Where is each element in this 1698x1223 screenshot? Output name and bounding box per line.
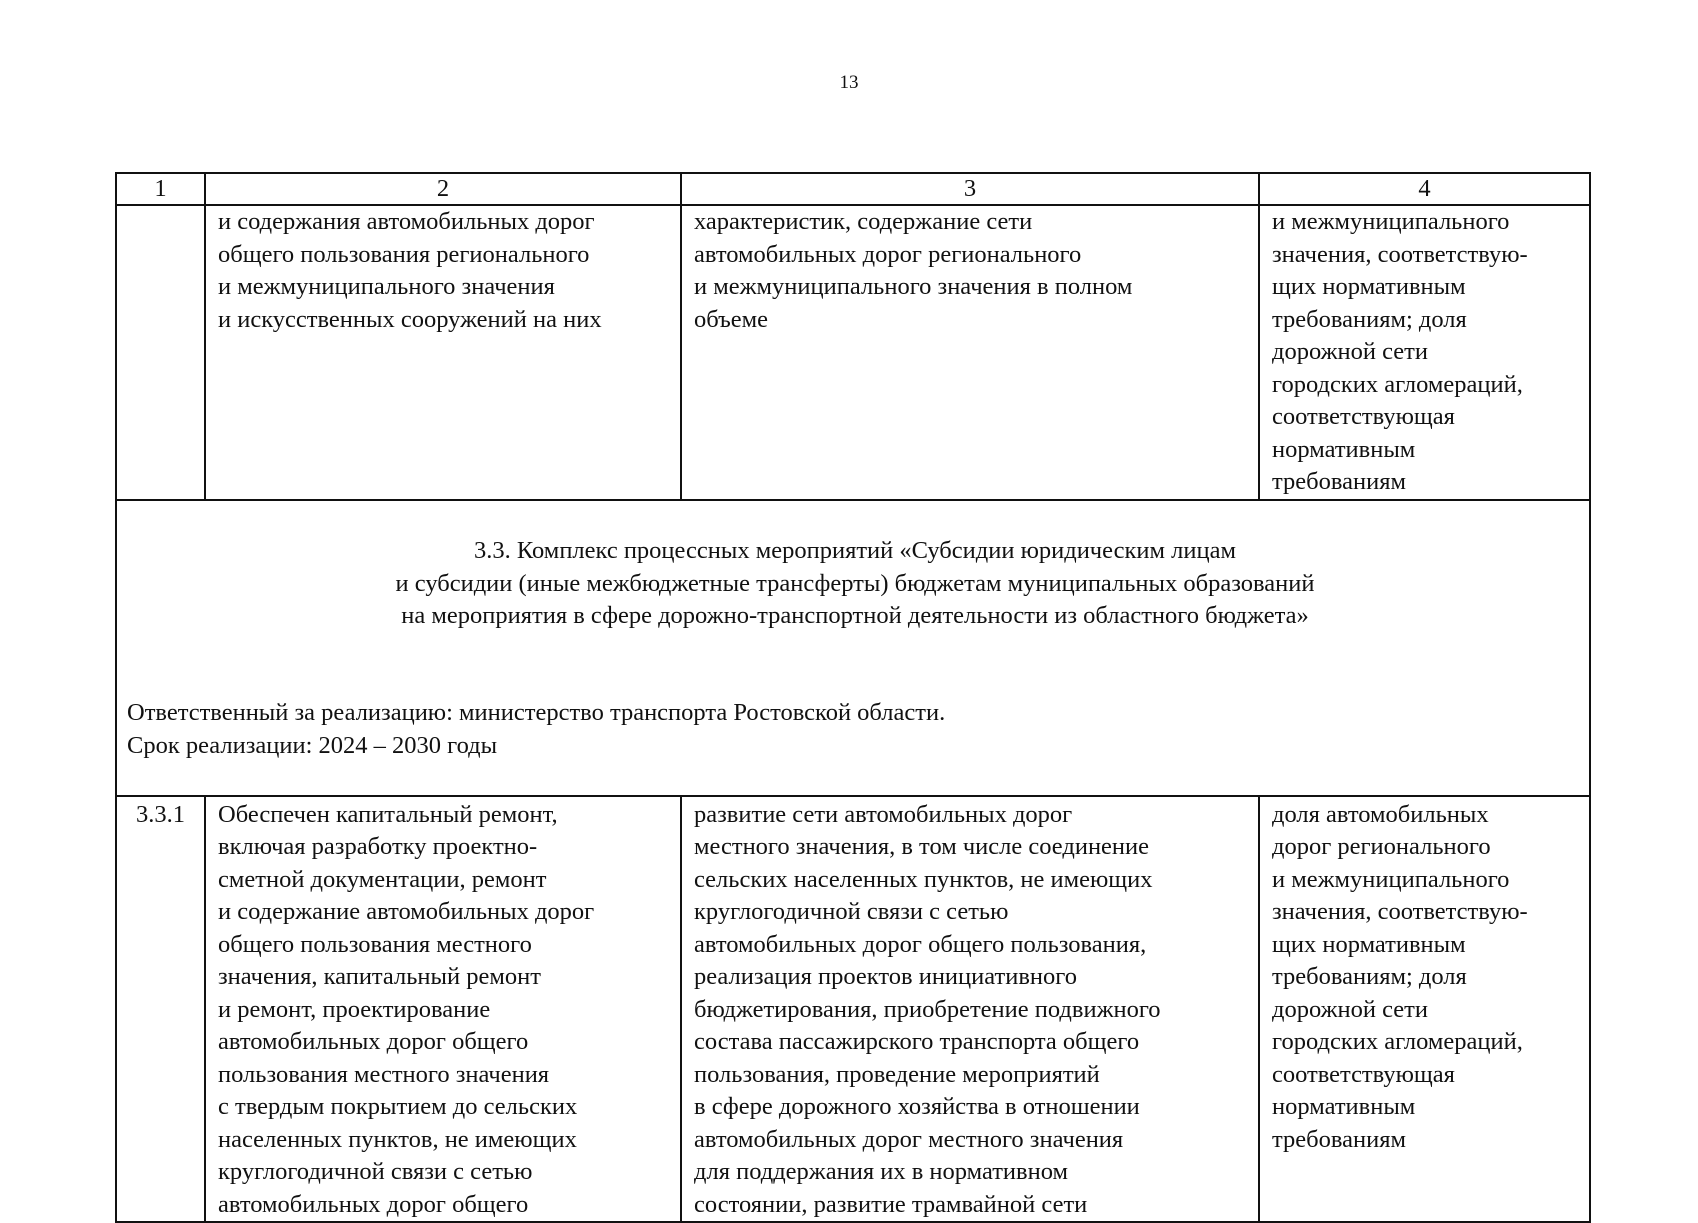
item-task-cell: Обеспечен капитальный ремонт, включая разработку проектно- сметной документации, ремонт и содержание автомобильных дорог общего пользования местного значения, капитальный ремонт и ремонт, проектирование автомобильных дорог общего пользования местного значения с твердым покрытием до сельских населенных пунктов, не имеющих круглогодичной связи с сетью автомобильных дорог общего bbox=[205, 796, 681, 1223]
table-row-section bbox=[116, 500, 1590, 796]
section-cell bbox=[116, 500, 1590, 796]
continuation-task-cell: и содержания автомобильных дорог общего пользования регионального и межмуниципального значения и искусственных сооружений на них bbox=[205, 205, 681, 500]
section-term: Срок реализации: 2024 – 2030 годы bbox=[127, 731, 498, 759]
section-title: 3.3. Комплекс процессных мероприятий «Субсидии юридическим лицам и субсидии (иные межбюджетные трансферты) бюджетам муниципальных образований на мероприятия в сфере дорожно-транспортной деятельности из областного бюджета» bbox=[395, 537, 1315, 629]
item-indicator-cell: доля автомобильных дорог регионального и межмуниципального значения, соответствую- щих нормативным требованиям; доля дорожной сети городских агломераций, соответствующая нормативным требованиям bbox=[1259, 796, 1590, 1223]
page-number: 13 bbox=[839, 72, 859, 93]
item-number-cell: 3.3.1 bbox=[116, 796, 205, 1223]
continuation-indicator-cell: и межмуниципального значения, соответствую- щих нормативным требованиям; доля дорожной сети городских агломераций, соответствующая нормативным требованиям bbox=[1259, 205, 1590, 500]
header-col-2: 2 bbox=[205, 173, 681, 205]
table-row-item bbox=[116, 796, 1590, 1223]
item-description-cell: развитие сети автомобильных дорог местного значения, в том числе соединение сельских населенных пунктов, не имеющих круглогодичной связи с сетью автомобильных дорог общего пользования, реализация проектов инициативного бюджетирования, приобретение подвижного состава пассажирского транспорта общего пользования, проведение мероприятий в сфере дорожного хозяйства в отношении автомобильных дорог местного значения для поддержания их в нормативном состоянии, развитие трамвайной сети bbox=[681, 796, 1259, 1223]
continuation-number-cell bbox=[116, 205, 205, 500]
table-header-row bbox=[116, 173, 1590, 205]
table-row-continuation bbox=[116, 205, 1590, 500]
header-col-4: 4 bbox=[1259, 173, 1590, 205]
section-meta bbox=[127, 697, 1581, 762]
measures-table bbox=[115, 172, 1591, 1223]
section-responsible: Ответственный за реализацию: министерство транспорта Ростовской области. bbox=[127, 699, 946, 726]
header-col-1: 1 bbox=[116, 173, 205, 205]
header-col-3: 3 bbox=[681, 173, 1259, 205]
continuation-description-cell: характеристик, содержание сети автомобильных дорог регионального и межмуниципального значения в полном объеме bbox=[681, 205, 1259, 500]
